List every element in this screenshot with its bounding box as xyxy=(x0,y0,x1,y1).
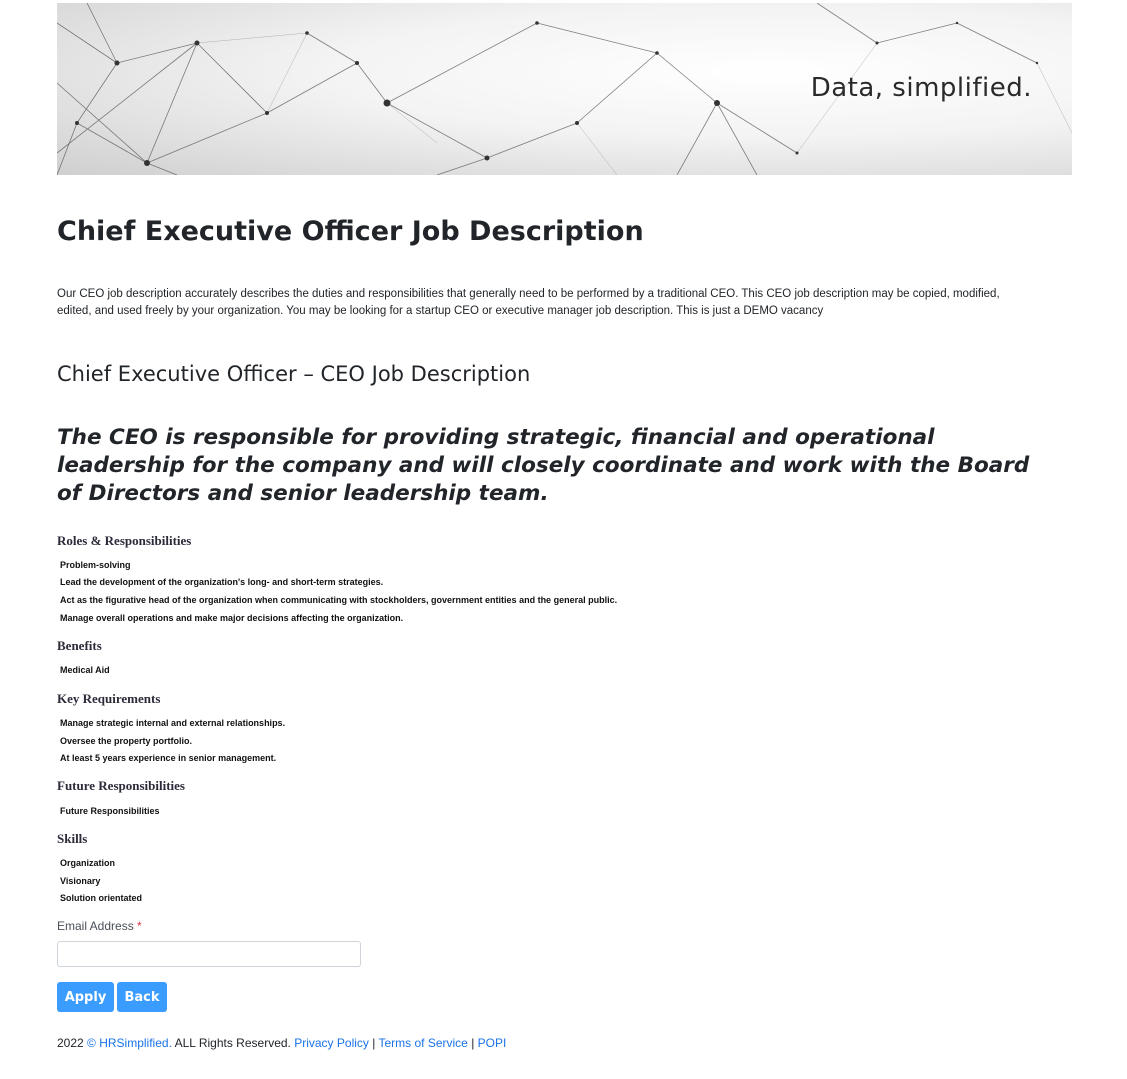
footer-rights: ALL Rights Reserved. xyxy=(174,1036,291,1050)
privacy-policy-link[interactable]: Privacy Policy xyxy=(294,1036,369,1050)
footer-separator: | xyxy=(471,1036,475,1050)
banner-tagline: Data, simplified. xyxy=(810,73,1032,103)
popi-link[interactable]: POPI xyxy=(477,1036,507,1050)
skills-item: Solution orientated xyxy=(60,893,142,903)
skills-item: Visionary xyxy=(60,876,101,886)
page-title: Chief Executive Officer Job Description xyxy=(57,216,644,247)
roles-item: Lead the development of the organization's long- and short-term strategies. xyxy=(60,577,384,587)
skills-heading: Skills xyxy=(57,831,88,846)
job-subtitle: Chief Executive Officer – CEO Job Description xyxy=(57,362,531,386)
benefits-heading: Benefits xyxy=(57,638,102,653)
requirements-item: Oversee the property portfolio. xyxy=(60,736,193,746)
apply-button[interactable]: Apply xyxy=(57,982,114,1012)
skills-item: Organization xyxy=(60,858,116,868)
brand-link[interactable]: © HRSimplified. xyxy=(87,1036,172,1050)
footer xyxy=(57,1036,506,1050)
job-summary: The CEO is responsible for providing strategic, financial and operational leadership for the company and will closely coordinate and work with the Board of Directors and senior leadership team. xyxy=(57,425,1030,506)
intro-paragraph: Our CEO job description accurately describes the duties and responsibilities that generally need to be performed by a traditional CEO. This CEO job description may be copied, modified, edited, and used freely by your organization. You may be looking for a startup CEO or executive manager job description. This is just a DEMO vacancy xyxy=(57,288,1000,317)
requirements-item: At least 5 years experience in senior management. xyxy=(60,753,277,763)
required-marker: * xyxy=(137,919,142,933)
benefits-item: Medical Aid xyxy=(60,665,110,675)
header-banner xyxy=(57,3,1072,175)
roles-item: Problem-solving xyxy=(60,560,131,570)
back-button[interactable]: Back xyxy=(117,982,167,1012)
future-item: Future Responsibilities xyxy=(60,806,160,816)
roles-item: Manage overall operations and make major decisions affecting the organization. xyxy=(60,613,404,623)
roles-heading: Roles & Responsibilities xyxy=(57,533,192,548)
requirements-heading: Key Requirements xyxy=(57,691,161,706)
footer-separator: | xyxy=(372,1036,376,1050)
terms-of-service-link[interactable]: Terms of Service xyxy=(378,1036,468,1050)
email-label-text: Email Address xyxy=(57,919,134,933)
email-field[interactable] xyxy=(57,941,361,967)
requirements-item: Manage strategic internal and external relationships. xyxy=(60,718,286,728)
roles-item: Act as the figurative head of the organization when communicating with stockholders, government entities and the general public. xyxy=(60,595,618,605)
footer-year: 2022 xyxy=(57,1036,84,1050)
future-heading: Future Responsibilities xyxy=(57,778,185,793)
email-label xyxy=(57,919,142,933)
